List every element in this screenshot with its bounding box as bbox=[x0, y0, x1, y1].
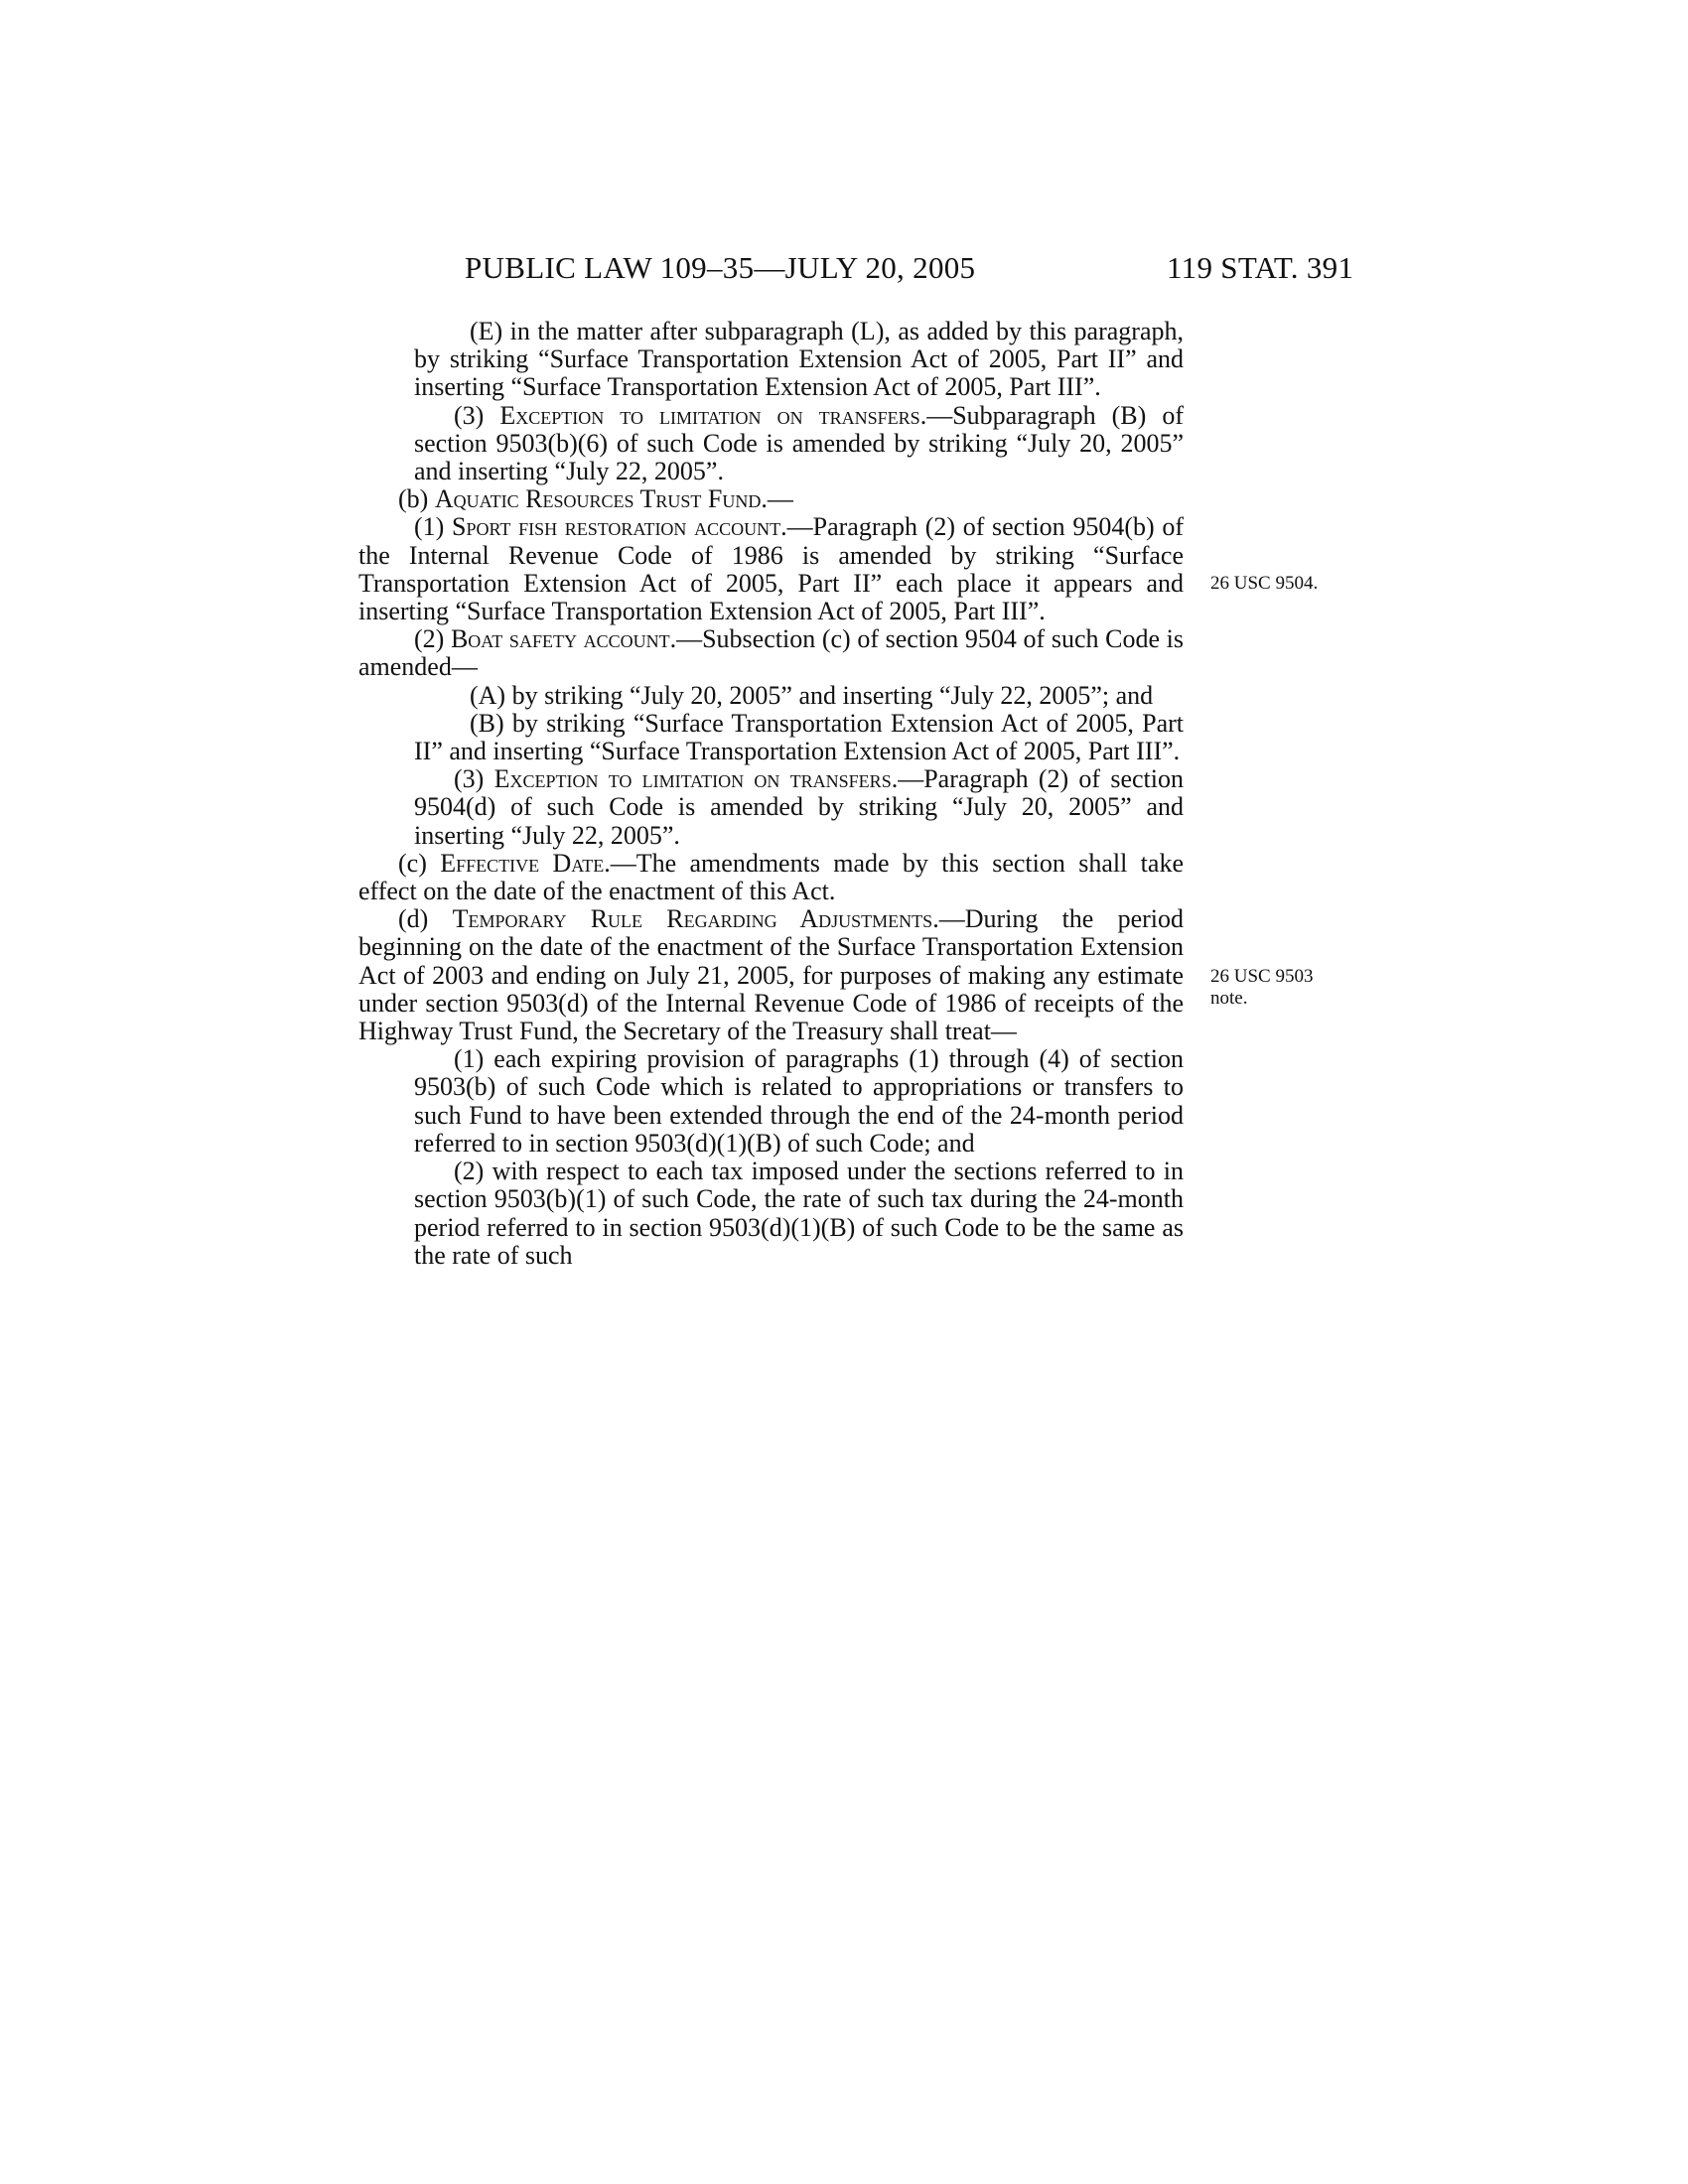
margin-note-citation: 26 USC 9503 note. bbox=[1210, 966, 1314, 1009]
paragraph-label: (1) bbox=[414, 512, 452, 542]
subsection-text: .— bbox=[761, 484, 793, 514]
subsection-label: (d) bbox=[398, 904, 453, 934]
paragraph-heading: Exception to limitation on transfers bbox=[493, 764, 892, 794]
paragraph-1-expiring-provision: (1) each expiring provision of paragraphs (1) through (4) of section 9503(b) of such Code which is related to appropriations or transfers to such Fund to have been extended through the end of the 24-month period referred to in section 9503(d)(1)(B) of such Code; and bbox=[414, 1044, 1184, 1158]
subsection-label: (c) bbox=[398, 848, 441, 878]
paragraph-heading: Boat safety account bbox=[450, 624, 670, 654]
subsection-heading: Effective Date bbox=[440, 848, 605, 878]
paragraph-3-exception bbox=[358, 402, 1184, 486]
subsection-label: (b) bbox=[398, 484, 435, 514]
paragraph-1-sport-fish bbox=[358, 513, 1184, 625]
subsection-text: .—During the period beginning on the date of the enactment of the Surface Transportation Extension Act of 2003 and ending on July 21, 2005, for purposes of making any estimate under section 9503(d) of the Internal Revenue Code of 1986 of receipts of the Highway Trust Fund, the Secretary of the Treasury shall treat— bbox=[358, 904, 1184, 1046]
paragraph-text: .—Subparagraph (B) of section 9503(b)(6) of such Code is amended by striking “July 20, 2005” and inserting “July 22, 2005”. bbox=[414, 400, 1184, 486]
subsection-heading: Aquatic Resources Trust Fund bbox=[434, 484, 762, 514]
subparagraph-a: (A) by striking “July 20, 2005” and inserting “July 22, 2005”; and bbox=[470, 680, 1154, 710]
paragraph-heading: Exception to limitation on transfers bbox=[499, 400, 920, 430]
page-number: 119 STAT. 391 bbox=[1167, 250, 1354, 285]
subparagraph-e: (E) in the matter after subparagraph (L), as added by this paragraph, by striking “Surface Transportation Extension Act of 2005, Part II” and inserting “Surface Transportation Extension Act of 2005, Part III”. bbox=[414, 317, 1184, 402]
margin-note-citation: 26 USC 9504. bbox=[1210, 573, 1319, 594]
paragraph-label: (3) bbox=[454, 764, 494, 794]
paragraph-text: .—Subsection (c) of section 9504 of such Code is amended— bbox=[358, 624, 1184, 682]
paragraph-2-tax-rate: (2) with respect to each tax imposed under the sections referred to in section 9503(b)(1) of such Code, the rate of such tax during the 24-month period referred to in section 9503(d)(1)(B) of such Code to be the same as the rate of such bbox=[414, 1157, 1184, 1270]
paragraph-text: .—Paragraph (2) of section 9504(b) of the Internal Revenue Code of 1986 is amended by striking “Surface Transportation Extension Act of 2005, Part II” each place it appears and inserting “Surface Transportation Extension Act of 2005, Part III”. bbox=[358, 512, 1184, 626]
paragraph-2-boat-safety bbox=[358, 625, 1184, 681]
statute-text bbox=[358, 318, 1184, 1270]
subsection-text: .—The amendments made by this section shall take effect on the date of the enactment of this Act. bbox=[358, 848, 1184, 906]
subsection-c-effective-date bbox=[358, 850, 1184, 905]
paragraph-heading: Sport fish restoration account bbox=[452, 512, 781, 542]
subsection-d-temporary-rule bbox=[358, 905, 1184, 1045]
paragraph-text: .—Paragraph (2) of section 9504(d) of such Code is amended by striking “July 20, 2005” and inserting “July 22, 2005”. bbox=[414, 764, 1184, 850]
subsection-heading: Temporary Rule Regarding Adjustments bbox=[452, 904, 933, 934]
paragraph-3-exception-9504 bbox=[358, 765, 1184, 850]
paragraph-label: (3) bbox=[454, 400, 500, 430]
subparagraph-b: (B) by striking “Surface Transportation Extension Act of 2005, Part II” and inserting “Surface Transportation Extension Act of 2005, Part III”. bbox=[414, 708, 1184, 766]
paragraph-label: (2) bbox=[414, 624, 451, 654]
subsection-b-aquatic bbox=[358, 485, 1184, 513]
page-header-title: PUBLIC LAW 109–35—JULY 20, 2005 bbox=[465, 250, 976, 285]
